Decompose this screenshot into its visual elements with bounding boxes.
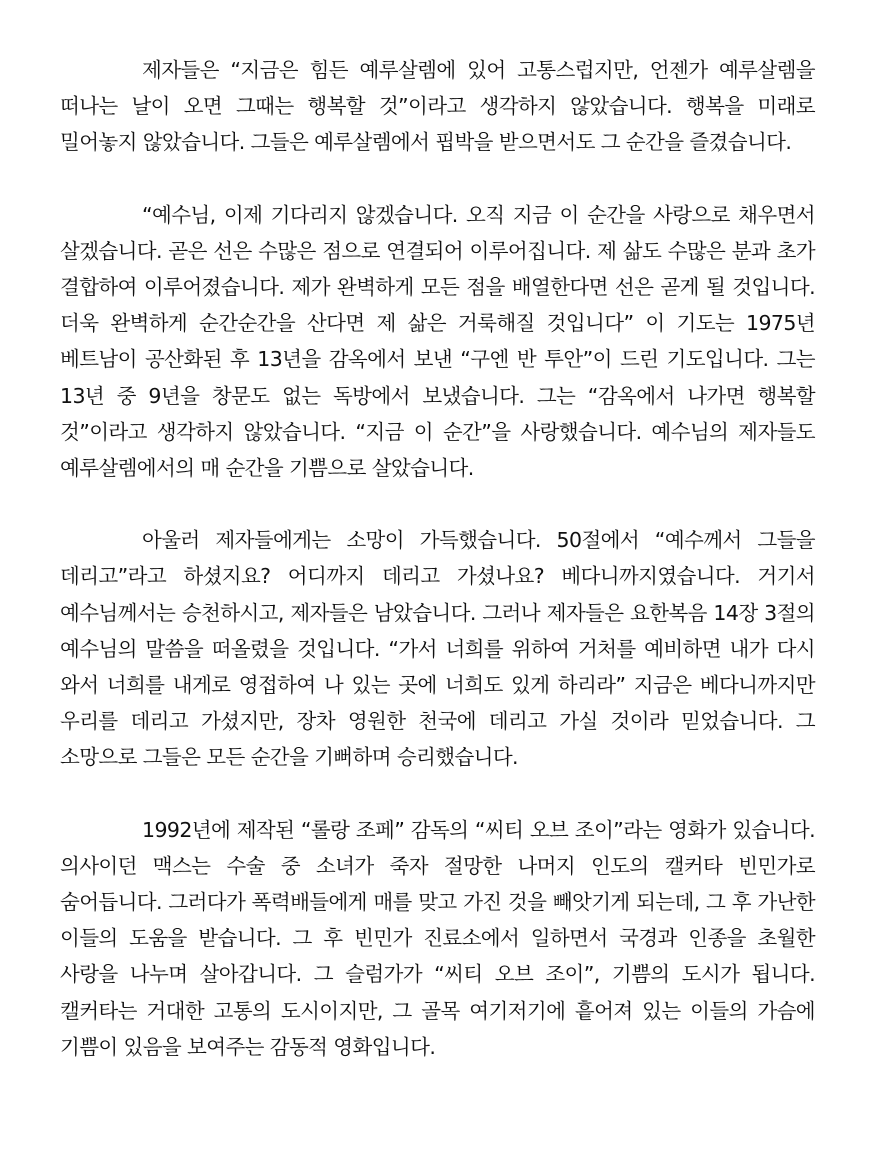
paragraph-spacer (60, 161, 815, 197)
paragraph-spacer (60, 486, 815, 522)
paragraph-spacer (60, 776, 815, 812)
paragraph-hope-bethany: 아울러 제자들에게는 소망이 가득했습니다. 50절에서 “예수께서 그들을 데리고”라고 하셨지요? 어디까지 데리고 가셨나요? 베다니까지였습니다. 거기서 예수님께서는 승천하시고, 제자들은 남았습니다. 그러나 제자들은 요한복음 14장 3절의 예수님의 말씀을 떠올렸을 것입니다. “가서 너희를 위하여 거처를 예비하면 내가 다시 와서 너희를 내게로 영접하여 나 있는 곳에 너희도 있게 하리라” 지금은 베다니까지만 우리를 데리고 가셨지만, 장차 영원한 천국에 데리고 가실 것이라 믿었습니다. 그 소망으로 그들은 모든 순간을 기뻐하며 승리했습니다. (60, 528, 815, 770)
paragraph-prayer-nguyen-van-thuan: “예수님, 이제 기다리지 않겠습니다. 오직 지금 이 순간을 사랑으로 채우면서 살겠습니다. 곧은 선은 수많은 점으로 연결되어 이루어집니다. 제 삶도 수많은 분과 초가 결합하여 이루어졌습니다. 제가 완벽하게 모든 점을 배열한다면 선은 곧게 될 것입니다. 더욱 완벽하게 순간순간을 산다면 제 삶은 거룩해질 것입니다” 이 기도는 1975년 베트남이 공산화된 후 13년을 감옥에서 보낸 “구엔 반 투안”이 드린 기도입니다. 그는 13년 중 9년을 창문도 없는 독방에서 보냈습니다. 그는 “감옥에서 나가면 행복할 것”이라고 생각하지 않았습니다. “지금 이 순간”을 사랑했습니다. 예수님의 제자들도 예루살렘에서의 매 순간을 기쁨으로 살았습니다. (60, 202, 815, 481)
paragraph-city-of-joy-film: 1992년에 제작된 “롤랑 조페” 감독의 “씨티 오브 조이”라는 영화가 있습니다. 의사이던 맥스는 수술 중 소녀가 죽자 절망한 나머지 인도의 캘커타 빈민가로 숨어듭니다. 그러다가 폭력배들에게 매를 맞고 가진 것을 빼앗기게 되는데, 그 후 가난한 이들의 도움을 받습니다. 그 후 빈민가 진료소에서 일하면서 국경과 인종을 초월한 사랑을 나누며 살아갑니다. 그 슬럼가가 “씨티 오브 조이”, 기쁨의 도시가 됩니다. 캘커타는 거대한 고통의 도시이지만, 그 골목 여기저기에 흩어져 있는 이들의 가슴에 기쁨이 있음을 보여주는 감동적 영화입니다. (60, 817, 815, 1059)
paragraph-disciples-joy: 제자들은 “지금은 힘든 예루살렘에 있어 고통스럽지만, 언젠가 예루살렘을 떠나는 날이 오면 그때는 행복할 것”이라고 생각하지 않았습니다. 행복을 미래로 밀어놓지 않았습니다. 그들은 예루살렘에서 핍박을 받으면서도 그 순간을 즐겼습니다. (60, 58, 815, 155)
